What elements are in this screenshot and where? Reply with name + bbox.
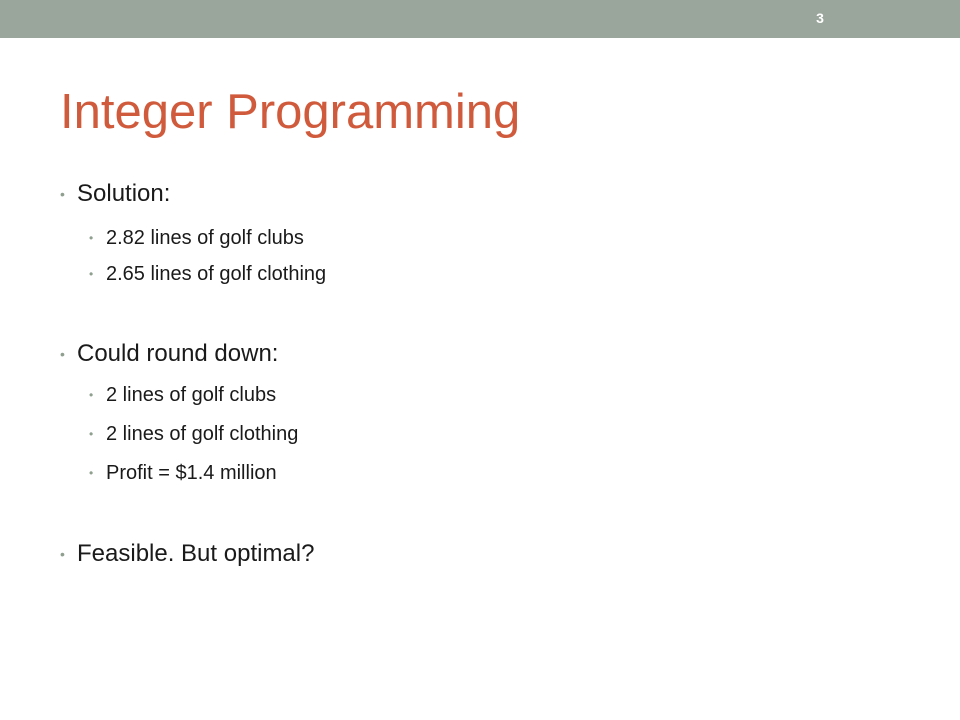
bullet-icon: •	[89, 466, 94, 480]
page-number: 3	[816, 10, 824, 26]
bullet-icon: •	[60, 346, 65, 362]
bullet-icon: •	[60, 546, 65, 562]
bullet-text: Feasible. But optimal?	[77, 540, 315, 567]
bullet-icon: •	[60, 186, 65, 202]
sub-bullet-text: 2.82 lines of golf clubs	[106, 227, 304, 249]
bullet-icon: •	[89, 267, 94, 281]
bullet-text: Solution:	[77, 180, 171, 207]
bullet-icon: •	[89, 231, 94, 245]
sub-bullet-text: Profit = $1.4 million	[106, 462, 277, 484]
sub-bullet-text: 2 lines of golf clubs	[106, 384, 277, 406]
bullet-text: Could round down:	[77, 340, 279, 367]
sub-bullet-text: 2 lines of golf clothing	[106, 423, 299, 445]
bullet-icon: •	[89, 427, 94, 441]
bullet-icon: •	[89, 388, 94, 402]
sub-bullet-text: 2.65 lines of golf clothing	[106, 263, 327, 285]
slide-title: Integer Programming	[60, 85, 521, 139]
